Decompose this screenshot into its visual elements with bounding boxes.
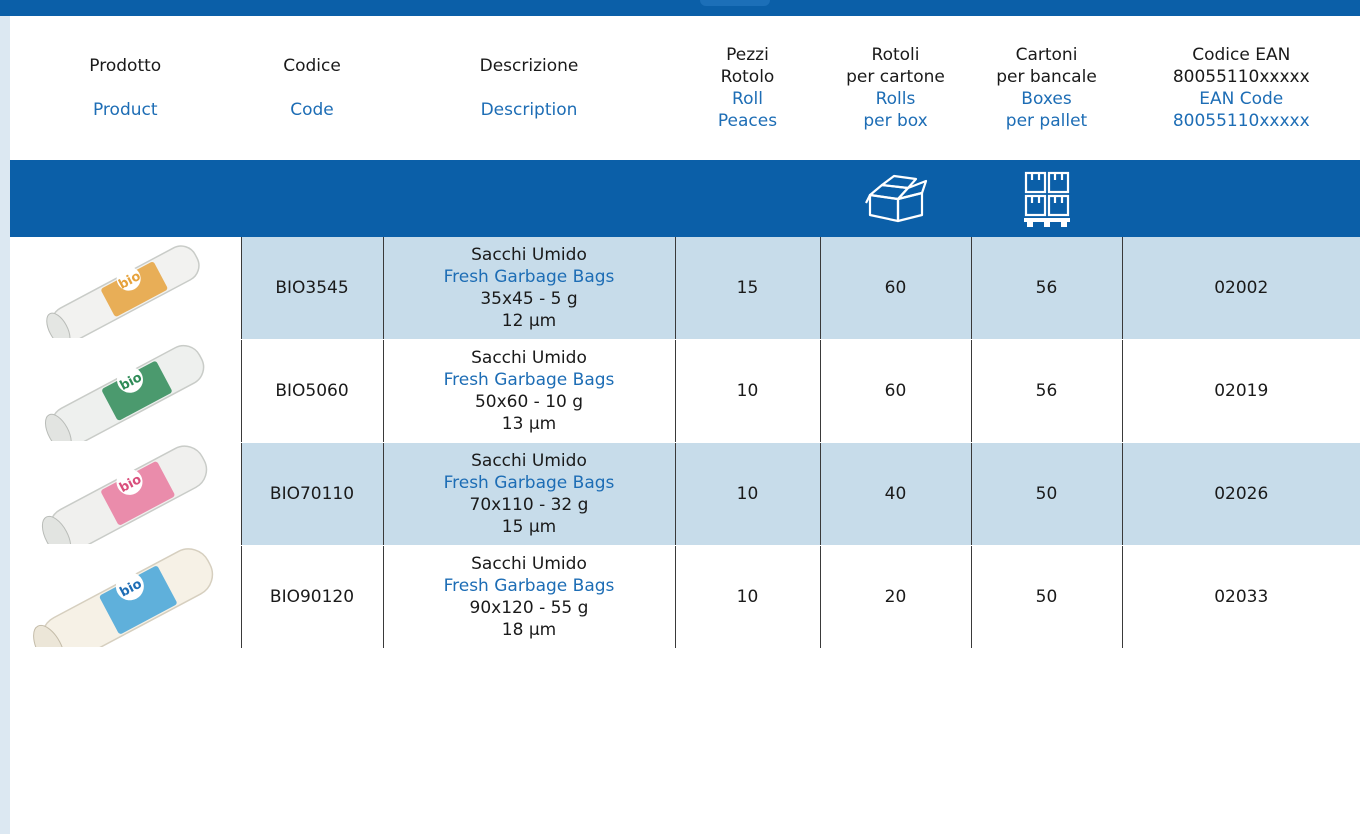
header-ean: [1122, 16, 1360, 160]
ean-cell: 02019: [1122, 340, 1360, 443]
table-row: [10, 546, 1360, 649]
header-rolls-en-2: per box: [863, 111, 928, 131]
header-description-it: Descrizione: [479, 56, 579, 76]
product-image-cell: [10, 340, 241, 443]
header-code-en: Code: [290, 100, 334, 120]
header-product: [10, 16, 241, 160]
header-description: [383, 16, 675, 160]
bag-roll-image: [15, 444, 235, 544]
header-pieces-en-2: Peaces: [717, 111, 778, 131]
header-code: [241, 16, 383, 160]
pieces-cell: 10: [675, 546, 820, 649]
description-size: 50x60 - 10 g: [474, 392, 584, 412]
header-rolls-en-1: Rolls: [875, 89, 916, 109]
description-en: Fresh Garbage Bags: [443, 473, 615, 493]
pieces-cell: 10: [675, 443, 820, 546]
header-boxes-en-1: Boxes: [1021, 89, 1072, 109]
code-cell: BIO90120: [241, 546, 383, 649]
product-image-cell: [10, 443, 241, 546]
description-en: Fresh Garbage Bags: [443, 576, 615, 596]
description-cell: [383, 443, 675, 546]
boxes-cell: 50: [971, 546, 1122, 649]
bag-roll-image: [15, 341, 235, 441]
ean-cell: 02026: [1122, 443, 1360, 546]
header-boxes-en-2: per pallet: [1005, 111, 1088, 131]
pallet-icon-cell: [971, 160, 1122, 237]
code-cell: BIO70110: [241, 443, 383, 546]
description-en: Fresh Garbage Bags: [443, 370, 615, 390]
pallet-boxes-icon: [1023, 170, 1071, 228]
ean-cell: 02002: [1122, 237, 1360, 340]
header-pieces-it-2: Rotolo: [720, 67, 775, 87]
open-box-icon: [864, 173, 928, 225]
top-banner-bar: [0, 0, 1360, 16]
header-product-it: Prodotto: [89, 56, 162, 76]
header-ean-it-2: 80055110xxxxx: [1172, 67, 1310, 87]
description-cell: [383, 546, 675, 649]
pieces-cell: 10: [675, 340, 820, 443]
header-pieces: [675, 16, 820, 160]
description-cell: [383, 237, 675, 340]
icon-band-row: [10, 160, 1360, 237]
boxes-cell: 56: [971, 340, 1122, 443]
rolls-cell: 40: [820, 443, 971, 546]
description-it: Sacchi Umido: [471, 348, 587, 368]
product-image-cell: [10, 546, 241, 649]
left-margin-strip: [0, 0, 10, 834]
header-rolls-it-1: Rotoli: [871, 45, 920, 65]
boxes-cell: 56: [971, 237, 1122, 340]
svg-text:bio: bio: [117, 370, 145, 394]
header-ean-en-1: EAN Code: [1199, 89, 1284, 109]
product-image-cell: [10, 237, 241, 340]
description-it: Sacchi Umido: [471, 451, 587, 471]
table-row: [10, 340, 1360, 443]
header-pieces-en-1: Roll: [732, 89, 763, 109]
description-thickness: 18 µm: [501, 620, 557, 640]
boxes-cell: 50: [971, 443, 1122, 546]
header-ean-en-2: 80055110xxxxx: [1172, 111, 1310, 131]
header-rolls-it-2: per cartone: [846, 67, 945, 87]
description-size: 35x45 - 5 g: [480, 289, 578, 309]
svg-text:bio: bio: [117, 576, 145, 601]
header-ean-it-1: Codice EAN: [1192, 45, 1291, 65]
header-boxes: [971, 16, 1122, 160]
table-row: [10, 237, 1360, 340]
description-thickness: 15 µm: [501, 517, 557, 537]
description-en: Fresh Garbage Bags: [443, 267, 615, 287]
header-boxes-it-2: per bancale: [996, 67, 1097, 87]
code-cell: BIO5060: [241, 340, 383, 443]
rolls-cell: 60: [820, 340, 971, 443]
header-boxes-it-1: Cartoni: [1015, 45, 1078, 65]
bag-roll-image: [15, 547, 235, 647]
description-it: Sacchi Umido: [471, 554, 587, 574]
product-table: [10, 16, 1360, 649]
svg-text:bio: bio: [116, 268, 144, 293]
header-code-it: Codice: [283, 56, 341, 76]
pieces-cell: 15: [675, 237, 820, 340]
header-product-en: Product: [92, 100, 158, 120]
description-cell: [383, 340, 675, 443]
table-header-row: [10, 16, 1360, 160]
box-icon-cell: [820, 160, 971, 237]
code-cell: BIO3545: [241, 237, 383, 340]
header-description-en: Description: [480, 100, 578, 120]
ean-cell: 02033: [1122, 546, 1360, 649]
table-row: [10, 443, 1360, 546]
svg-text:bio: bio: [117, 472, 145, 497]
rolls-cell: 20: [820, 546, 971, 649]
top-bar-tab: [700, 0, 770, 6]
description-thickness: 13 µm: [501, 414, 557, 434]
header-rolls: [820, 16, 971, 160]
bag-roll-image: [15, 238, 235, 338]
description-it: Sacchi Umido: [471, 245, 587, 265]
description-size: 90x120 - 55 g: [469, 598, 589, 618]
header-pieces-it-1: Pezzi: [726, 45, 769, 65]
rolls-cell: 60: [820, 237, 971, 340]
description-size: 70x110 - 32 g: [469, 495, 589, 515]
description-thickness: 12 µm: [501, 311, 557, 331]
